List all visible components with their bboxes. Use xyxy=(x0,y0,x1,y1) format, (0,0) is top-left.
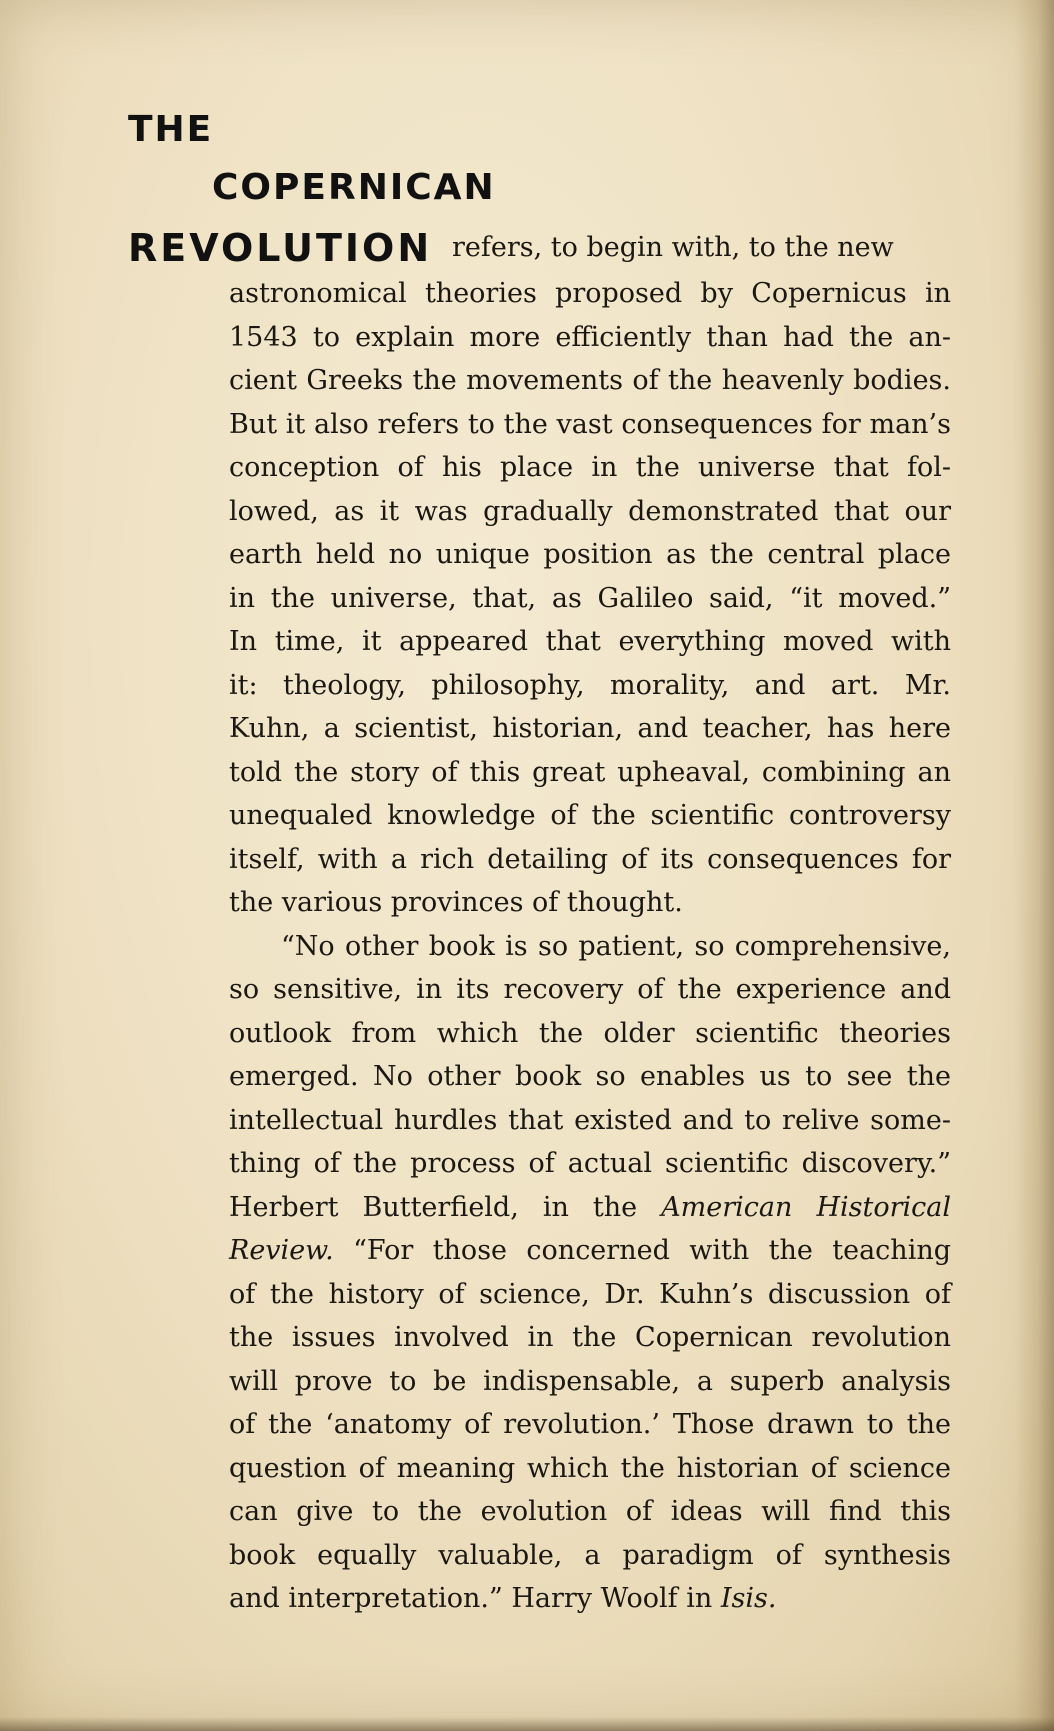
p2-line: book equally valuable, a paradigm of synthesis xyxy=(229,1539,951,1571)
p2-line-last xyxy=(229,1577,951,1621)
title-line-1: THE xyxy=(128,109,214,150)
p2-line-butterfield xyxy=(229,1186,951,1230)
title-line-3: REVOLUTION xyxy=(128,226,433,270)
p1-line: 1543 to explain more efficiently than had the an- xyxy=(229,321,951,353)
p1-line: Kuhn, a scientist, historian, and teacher, has here xyxy=(229,713,951,744)
p2-line-review xyxy=(229,1229,951,1273)
p1-line: itself, with a rich detailing of its consequences for xyxy=(229,843,951,875)
p1-line: the various provinces of thought. xyxy=(229,887,683,918)
p2-line: of the ‘anatomy of revolution.’ Those drawn to the xyxy=(229,1409,951,1440)
spine-shadow xyxy=(1014,0,1054,1731)
journal-title-isis: Isis. xyxy=(720,1583,777,1614)
p1-line: in the universe, that, as Galileo said, “it moved.” xyxy=(229,582,951,614)
p2-line: of the history of science, Dr. Kuhn’s discussion of xyxy=(229,1278,951,1310)
p2-line: intellectual hurdles that existed and to relive some- xyxy=(229,1104,951,1136)
p1-line: But it also refers to the vast consequences for man’s xyxy=(229,408,951,440)
woolf-attribution: and interpretation.” Harry Woolf in xyxy=(229,1583,721,1614)
p2-line: the issues involved in the Copernican revolution xyxy=(229,1322,951,1353)
butterfield-attribution: Herbert Butterfield, in the xyxy=(229,1191,662,1223)
p2-line: “No other book is so patient, so comprehensive, xyxy=(281,930,951,962)
p2-line: so sensitive, in its recovery of the experience and xyxy=(229,974,951,1005)
blurb-body xyxy=(229,272,951,1621)
p2-line: question of meaning which the historian of science xyxy=(229,1452,951,1484)
p1-line: cient Greeks the movements of the heavenly bodies. xyxy=(229,365,951,396)
journal-title-review: Review. xyxy=(229,1235,334,1266)
p2-line: thing of the process of actual scientific discovery.” xyxy=(229,1148,951,1179)
journal-title-american-historical: American Historical xyxy=(661,1191,952,1223)
cover-bottom-edge xyxy=(0,1717,1054,1731)
p1-line: unequaled knowledge of the scientific controversy xyxy=(229,800,951,831)
p1-line: astronomical theories proposed by Copernicus in xyxy=(229,278,951,309)
p1-line: told the story of this great upheaval, combining an xyxy=(229,756,951,788)
p2-line: will prove to be indispensable, a superb analysis xyxy=(229,1365,951,1397)
woolf-quote-start: “For those concerned with the teaching xyxy=(333,1235,951,1266)
p1-line: it: theology, philosophy, morality, and art. Mr. xyxy=(229,669,951,701)
p1-line: In time, it appeared that everything moved with xyxy=(229,626,951,657)
title-line-2: COPERNICAN xyxy=(212,167,496,208)
paragraph1-first-line: refers, to begin with, to the new xyxy=(452,232,894,263)
p1-line: conception of his place in the universe that fol- xyxy=(229,452,951,483)
p2-line: emerged. No other book so enables us to see the xyxy=(229,1061,951,1092)
p1-line: lowed, as it was gradually demonstrated that our xyxy=(229,495,951,527)
p2-line: can give to the evolution of ideas will find this xyxy=(229,1496,951,1527)
p1-line: earth held no unique position as the central place xyxy=(229,539,951,570)
p2-line: outlook from which the older scientific theories xyxy=(229,1017,951,1049)
